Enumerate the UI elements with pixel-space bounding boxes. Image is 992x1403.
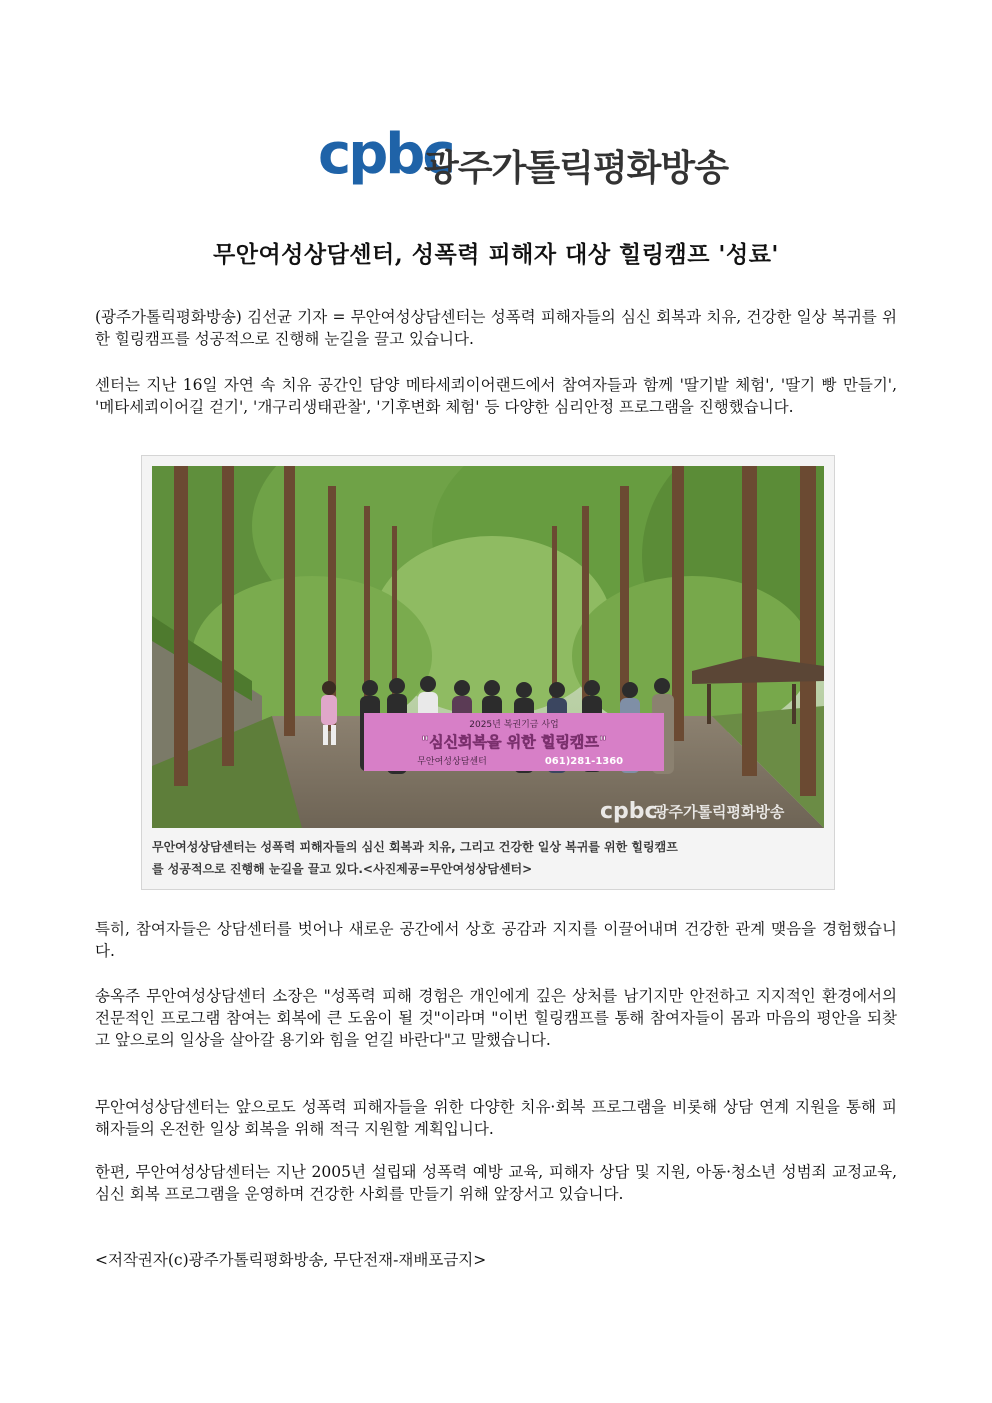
logo-korean-text: 광주가톨릭평화방송 — [424, 148, 728, 189]
copyright-notice: <저작권자(c)광주가톨릭평화방송, 무단전재-재배포금지> — [95, 1251, 487, 1269]
watermark-korean: 광주가톨릭평화방송 — [654, 803, 785, 821]
banner-top-text: 2025년 복권기금 사업 — [469, 720, 559, 730]
camp-banner — [364, 713, 664, 771]
paragraph-3: 특히, 참여자들은 상담센터를 벗어나 새로운 공간에서 상호 공감과 지지를 이끌어내며 건강한 관계 맺음을 경험했습니다. — [95, 920, 897, 960]
paragraph-1: (광주가톨릭평화방송) 김선균 기자 = 무안여성상담센터는 성폭력 피해자들의 심신 회복과 치유, 건강한 일상 복귀를 위한 힐링캠프를 성공적으로 진행해 눈길을 끌고 있습니다. — [95, 308, 897, 348]
banner-main-text: "심신회복을 위한 힐링캠프" — [421, 733, 607, 751]
paragraph-5: 무안여성상담센터는 앞으로도 성폭력 피해자들을 위한 다양한 치유·회복 프로그램을 비롯해 상담 연계 지원을 통해 피해자들의 온전한 일상 회복을 위해 적극 지원할 계획입니다. — [95, 1098, 897, 1138]
logo-latin-text: cpbc — [318, 122, 453, 187]
caption-line-2: 를 성공적으로 진행해 눈길을 끌고 있다.<사진제공=무안여성상담센터> — [152, 862, 533, 876]
photo-caption — [152, 836, 824, 880]
banner-phone-text: 061)281-1360 — [544, 756, 624, 767]
caption-line-1: 무안여성상담센터는 성폭력 피해자들의 심신 회복과 치유, 그리고 건강한 일상 복귀를 위한 힐링캠프 — [152, 840, 678, 854]
watermark-latin: cpbc — [600, 799, 658, 824]
paragraph-4: 송옥주 무안여성상담센터 소장은 "성폭력 피해 경험은 개인에게 깊은 상처를 남기지만 안전하고 지지적인 환경에서의 전문적인 프로그램 참여는 회복에 큰 도움이 될 것"이라며 "이번 힐링캠프를 통해 참여자들이 몸과 마음의 평안을 되찾고 앞으로의 일상을 살아갈 용기와 힘을 얻길 바란다"고 말했습니다. — [95, 987, 897, 1049]
article-photo-figure — [141, 455, 835, 890]
cpbc-logo — [318, 122, 728, 194]
paragraph-2: 센터는 지난 16일 자연 속 치유 공간인 담양 메타세쾨이어랜드에서 참여자들과 함께 '딸기밭 체험', '딸기 빵 만들기', '메타세쾨이어길 걷기', '개구리생태관찰', '기후변화 체험' 등 다양한 심리안정 프로그램을 진행했습니다. — [95, 376, 897, 416]
banner-org-text: 무안여성상담센터 — [417, 757, 487, 767]
paragraph-6: 한편, 무안여성상담센터는 지난 2005년 설립돼 성폭력 예방 교육, 피해자 상담 및 지원, 아동·청소년 성범죄 교정교육, 심신 회복 프로그램을 운영하며 건강한 사회를 만들기 위해 앞장서고 있습니다. — [95, 1163, 897, 1203]
article-headline: 무안여성상담센터, 성폭력 피해자 대상 힐링캠프 '성료' — [213, 241, 779, 268]
group-photo — [152, 466, 824, 828]
